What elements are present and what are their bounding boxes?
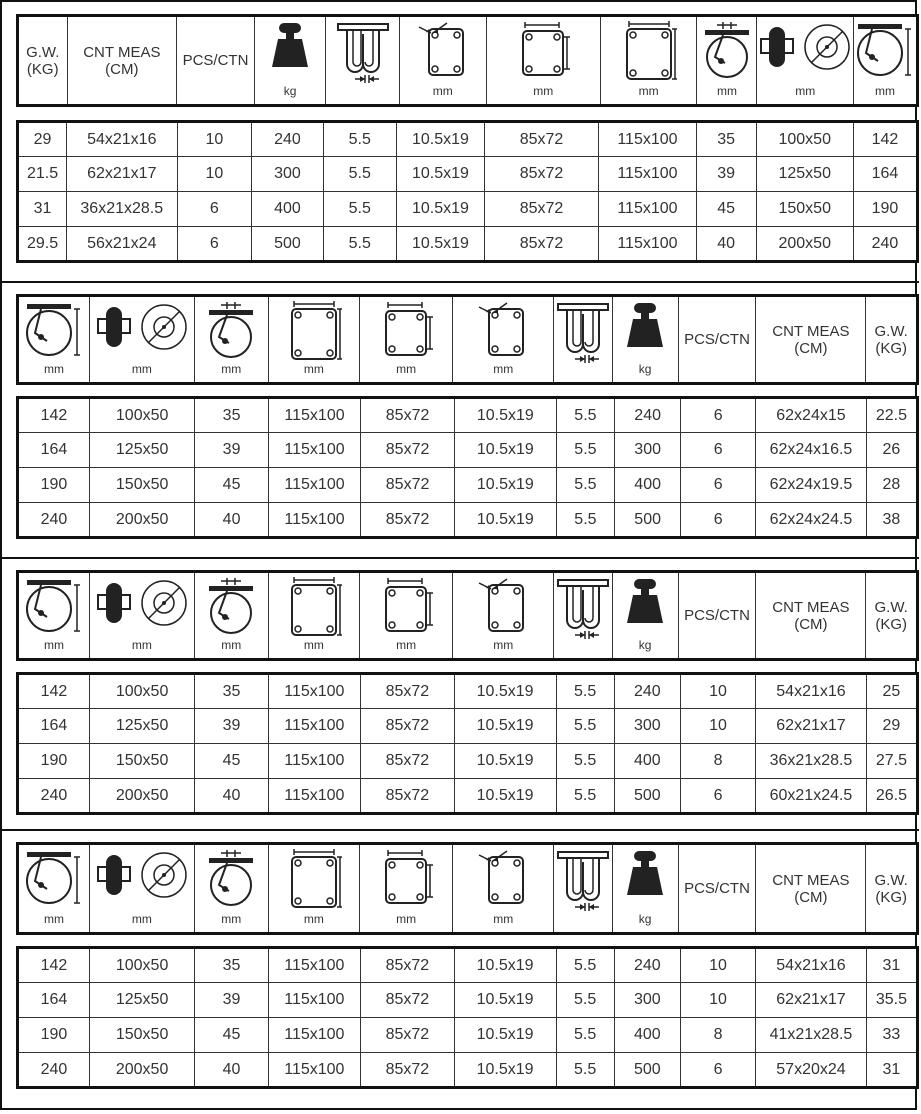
table-row — [18, 948, 918, 983]
table-cell: 5.5 — [556, 983, 614, 1018]
table-cell: 85x72 — [361, 948, 455, 983]
table-cell: 10 — [680, 983, 755, 1018]
table-cell: 56x21x24 — [67, 227, 177, 262]
table-cell: 5.5 — [556, 779, 614, 814]
table-cell: 26 — [866, 433, 917, 468]
spec-table-4 — [2, 830, 919, 1112]
table-cell: 10.5x19 — [454, 433, 556, 468]
table-cell: 85x72 — [361, 398, 455, 433]
header-plate-size — [600, 16, 697, 106]
table-cell: 85x72 — [361, 779, 455, 814]
table-row — [18, 709, 918, 744]
unit-label: kg — [638, 912, 652, 926]
table-cell: 10.5x19 — [454, 744, 556, 779]
table-cell: 190 — [18, 1018, 90, 1053]
table-cell: 200x50 — [89, 1053, 194, 1088]
table-cell: 62x24x16.5 — [756, 433, 867, 468]
header-gross-weight — [866, 572, 918, 660]
table-cell: 10.5x19 — [454, 468, 556, 503]
table-cell: 125x50 — [89, 709, 194, 744]
table-cell: 10.5x19 — [454, 674, 556, 709]
table-cell: 35 — [195, 674, 268, 709]
table-cell: 240 — [614, 674, 680, 709]
table-cell: 6 — [680, 779, 755, 814]
table-cell: 200x50 — [756, 227, 853, 262]
table-cell: 125x50 — [89, 983, 194, 1018]
unit-label: mm — [43, 362, 64, 376]
header-row — [18, 16, 918, 106]
table-cell: 45 — [195, 744, 268, 779]
table-cell: 85x72 — [361, 983, 455, 1018]
unit-label: mm — [493, 638, 514, 652]
table-cell: 29 — [18, 122, 67, 157]
spec-table-1 — [2, 2, 919, 282]
table-cell: 54x21x16 — [756, 674, 867, 709]
table-cell: 142 — [18, 674, 90, 709]
spec-body — [16, 672, 919, 815]
table-cell: 29.5 — [18, 227, 67, 262]
spec-header — [16, 570, 919, 661]
table-cell: 150x50 — [89, 468, 194, 503]
table-cell: 200x50 — [89, 503, 194, 538]
header-pieces-per-carton — [678, 296, 756, 384]
table-cell: 62x21x17 — [756, 709, 867, 744]
table-cell: 190 — [853, 192, 917, 227]
table-cell: 240 — [18, 1053, 90, 1088]
table-cell: 164 — [18, 983, 90, 1018]
table-cell: 115x100 — [268, 709, 360, 744]
table-cell: 85x72 — [361, 433, 455, 468]
table-cell: 35.5 — [866, 983, 917, 1018]
header-overall-height — [854, 16, 918, 106]
table-cell: 8 — [680, 744, 755, 779]
table-cell: 31 — [18, 192, 67, 227]
header-wheel-size — [89, 296, 194, 384]
unit-label: mm — [875, 84, 896, 98]
table-cell: 5.5 — [556, 1053, 614, 1088]
table-cell: 85x72 — [485, 227, 599, 262]
table-cell: 500 — [615, 503, 681, 538]
header-pcs-label: PCS/CTN — [684, 880, 750, 897]
header-gross-weight — [866, 296, 918, 384]
table-cell: 25 — [866, 674, 917, 709]
header-carton-measurement — [756, 844, 866, 934]
table-cell: 5.5 — [556, 674, 614, 709]
table-cell: 85x72 — [361, 1053, 455, 1088]
unit-label: kg — [283, 84, 297, 98]
table-cell: 27.5 — [866, 744, 917, 779]
header-bolt-hole-spacing — [360, 844, 453, 934]
header-gross-weight — [866, 844, 918, 934]
table-cell: 6 — [681, 433, 756, 468]
header-cnt-label: CNT MEAS (CM) — [772, 871, 850, 906]
table-cell: 10.5x19 — [396, 122, 484, 157]
header-swivel-offset — [194, 572, 268, 660]
table-cell: 115x100 — [268, 468, 360, 503]
unit-label: mm — [221, 638, 242, 652]
table-cell: 500 — [614, 1053, 680, 1088]
table-cell: 400 — [614, 1018, 680, 1053]
table-row — [18, 779, 918, 814]
unit-label: mm — [432, 84, 453, 98]
table-cell: 10.5x19 — [454, 709, 556, 744]
table-cell: 5.5 — [323, 157, 396, 192]
table-cell: 5.5 — [556, 398, 614, 433]
table-cell: 85x72 — [485, 122, 599, 157]
header-bolt-hole-spacing — [486, 16, 600, 106]
table-cell: 6 — [680, 1053, 755, 1088]
header-overall-height — [18, 572, 90, 660]
table-row — [18, 468, 918, 503]
table-cell: 115x100 — [268, 433, 360, 468]
table-cell: 142 — [18, 398, 90, 433]
table-cell: 5.5 — [556, 948, 614, 983]
table-cell: 85x72 — [485, 157, 599, 192]
unit-label: mm — [533, 84, 554, 98]
table-cell: 400 — [614, 744, 680, 779]
table-row — [18, 1053, 918, 1088]
header-bolt-hole — [453, 844, 554, 934]
unit-label: mm — [221, 912, 242, 926]
table-cell: 39 — [195, 983, 268, 1018]
spec-table-3 — [2, 558, 919, 830]
table-cell: 300 — [252, 157, 323, 192]
unit-label: mm — [493, 912, 514, 926]
unit-label: mm — [303, 912, 324, 926]
table-cell: 115x100 — [599, 122, 697, 157]
table-cell: 190 — [18, 744, 90, 779]
table-row — [18, 192, 918, 227]
header-bolt-hole-spacing — [360, 296, 453, 384]
header-pcs-label: PCS/CTN — [684, 331, 750, 348]
header-swivel-offset — [194, 844, 268, 934]
table-cell: 142 — [18, 948, 90, 983]
table-row — [18, 503, 918, 538]
table-cell: 40 — [696, 227, 756, 262]
table-cell: 500 — [614, 779, 680, 814]
table-cell: 142 — [853, 122, 917, 157]
table-cell: 200x50 — [89, 779, 194, 814]
header-overall-height — [18, 844, 90, 934]
header-pieces-per-carton — [177, 16, 255, 106]
header-load-weight — [612, 844, 678, 934]
table-cell: 6 — [681, 398, 756, 433]
table-cell: 10.5x19 — [396, 157, 484, 192]
table-cell: 85x72 — [361, 744, 455, 779]
header-wheel-size — [89, 844, 194, 934]
table-cell: 115x100 — [268, 674, 360, 709]
spec-table-2 — [2, 282, 919, 558]
table-cell: 115x100 — [268, 983, 360, 1018]
unit-label: mm — [716, 84, 737, 98]
table-cell: 5.5 — [323, 122, 396, 157]
table-cell: 500 — [252, 227, 323, 262]
table-cell: 6 — [681, 503, 756, 538]
header-plate-thickness — [326, 16, 399, 106]
table-cell: 62x24x24.5 — [756, 503, 867, 538]
header-wheel-size — [757, 16, 854, 106]
table-cell: 240 — [853, 227, 917, 262]
header-plate-size — [268, 572, 359, 660]
unit-label: mm — [43, 638, 64, 652]
header-cnt-label: CNT MEAS (CM) — [83, 43, 161, 78]
header-plate-size — [268, 844, 359, 934]
table-cell: 115x100 — [268, 1053, 360, 1088]
table-cell: 62x24x19.5 — [756, 468, 867, 503]
table-cell: 5.5 — [556, 468, 614, 503]
table-cell: 240 — [18, 779, 90, 814]
header-bolt-hole — [453, 572, 554, 660]
table-cell: 10 — [680, 674, 755, 709]
table-cell: 85x72 — [361, 503, 455, 538]
table-cell: 26.5 — [866, 779, 917, 814]
table-cell: 6 — [177, 192, 252, 227]
table-cell: 85x72 — [361, 1018, 455, 1053]
table-cell: 10 — [680, 948, 755, 983]
table-cell: 300 — [614, 709, 680, 744]
table-cell: 38 — [866, 503, 917, 538]
header-plate-thickness — [554, 296, 612, 384]
table-cell: 115x100 — [268, 503, 360, 538]
table-cell: 60x21x24.5 — [756, 779, 867, 814]
table-cell: 115x100 — [599, 157, 697, 192]
header-pieces-per-carton — [678, 844, 756, 934]
table-cell: 10.5x19 — [454, 779, 556, 814]
table-cell: 45 — [195, 1018, 268, 1053]
table-cell: 100x50 — [89, 948, 194, 983]
table-cell: 164 — [18, 433, 90, 468]
unit-label: mm — [638, 84, 659, 98]
unit-label: mm — [303, 362, 324, 376]
table-cell: 31 — [866, 1053, 917, 1088]
table-row — [18, 744, 918, 779]
header-bolt-hole-spacing — [360, 572, 453, 660]
header-load-weight — [612, 572, 678, 660]
table-cell: 164 — [18, 709, 90, 744]
table-cell: 240 — [614, 948, 680, 983]
header-load-weight — [254, 16, 326, 106]
table-row — [18, 157, 918, 192]
header-carton-measurement — [67, 16, 177, 106]
header-row — [18, 844, 918, 934]
table-cell: 5.5 — [556, 744, 614, 779]
unit-label: mm — [131, 362, 152, 376]
spec-header — [16, 294, 919, 385]
unit-label: mm — [131, 912, 152, 926]
unit-label: kg — [638, 362, 652, 376]
table-cell: 21.5 — [18, 157, 67, 192]
table-cell: 150x50 — [756, 192, 853, 227]
table-cell: 10.5x19 — [396, 227, 484, 262]
table-cell: 5.5 — [323, 192, 396, 227]
table-cell: 150x50 — [89, 1018, 194, 1053]
table-cell: 62x21x17 — [756, 983, 867, 1018]
table-cell: 85x72 — [361, 674, 455, 709]
table-cell: 400 — [615, 468, 681, 503]
header-carton-measurement — [756, 572, 866, 660]
table-cell: 54x21x16 — [67, 122, 177, 157]
table-cell: 125x50 — [89, 433, 194, 468]
table-cell: 240 — [252, 122, 323, 157]
table-cell: 10.5x19 — [454, 1053, 556, 1088]
table-row — [18, 674, 918, 709]
table-cell: 28 — [866, 468, 917, 503]
table-row — [18, 433, 918, 468]
table-cell: 5.5 — [556, 433, 614, 468]
table-cell: 40 — [195, 779, 268, 814]
table-cell: 10.5x19 — [454, 948, 556, 983]
unit-label: mm — [396, 912, 417, 926]
table-cell: 29 — [866, 709, 917, 744]
table-row — [18, 983, 918, 1018]
table-cell: 115x100 — [268, 948, 360, 983]
table-cell: 45 — [696, 192, 756, 227]
table-cell: 300 — [615, 433, 681, 468]
table-cell: 10 — [680, 709, 755, 744]
table-cell: 10 — [177, 157, 252, 192]
table-cell: 10.5x19 — [396, 192, 484, 227]
table-cell: 85x72 — [361, 709, 455, 744]
header-gw-label: G.W. (KG) — [874, 871, 908, 906]
table-cell: 35 — [195, 398, 268, 433]
table-cell: 45 — [195, 468, 268, 503]
table-cell: 115x100 — [599, 192, 697, 227]
table-cell: 85x72 — [361, 468, 455, 503]
table-row — [18, 1018, 918, 1053]
table-cell: 10.5x19 — [454, 398, 556, 433]
table-cell: 62x21x17 — [67, 157, 177, 192]
table-cell: 400 — [252, 192, 323, 227]
spec-body — [16, 946, 919, 1089]
header-pcs-label: PCS/CTN — [684, 607, 750, 624]
table-cell: 10 — [177, 122, 252, 157]
table-cell: 300 — [614, 983, 680, 1018]
unit-label: mm — [396, 362, 417, 376]
spec-body — [16, 396, 919, 539]
header-swivel-offset — [697, 16, 757, 106]
unit-label: mm — [795, 84, 816, 98]
spec-header — [16, 14, 919, 107]
header-bolt-hole — [453, 296, 554, 384]
spec-body — [16, 120, 919, 263]
table-cell: 33 — [866, 1018, 917, 1053]
table-cell: 85x72 — [485, 192, 599, 227]
table-cell: 35 — [195, 948, 268, 983]
unit-label: mm — [493, 362, 514, 376]
table-cell: 41x21x28.5 — [756, 1018, 867, 1053]
table-cell: 62x24x15 — [756, 398, 867, 433]
table-cell: 10.5x19 — [454, 1018, 556, 1053]
table-cell: 5.5 — [556, 503, 614, 538]
table-cell: 100x50 — [89, 398, 194, 433]
table-cell: 40 — [195, 1053, 268, 1088]
table-cell: 5.5 — [556, 1018, 614, 1053]
header-pcs-label: PCS/CTN — [182, 52, 249, 69]
header-overall-height — [18, 296, 90, 384]
table-cell: 115x100 — [599, 227, 697, 262]
table-cell: 164 — [853, 157, 917, 192]
header-plate-size — [268, 296, 359, 384]
table-cell: 115x100 — [268, 1018, 360, 1053]
table-cell: 5.5 — [556, 709, 614, 744]
unit-label: mm — [131, 638, 152, 652]
table-cell: 22.5 — [866, 398, 917, 433]
table-cell: 40 — [195, 503, 268, 538]
table-cell: 100x50 — [89, 674, 194, 709]
header-gw-label: G.W. (KG) — [26, 43, 60, 78]
header-cnt-label: CNT MEAS (CM) — [772, 322, 850, 357]
header-bolt-hole — [399, 16, 486, 106]
table-cell: 190 — [18, 468, 90, 503]
table-cell: 39 — [195, 433, 268, 468]
table-cell: 36x21x28.5 — [67, 192, 177, 227]
table-cell: 240 — [18, 503, 90, 538]
table-cell: 31 — [866, 948, 917, 983]
header-gross-weight — [18, 16, 68, 106]
header-pieces-per-carton — [678, 572, 756, 660]
header-load-weight — [612, 296, 678, 384]
table-row — [18, 227, 918, 262]
unit-label: mm — [43, 912, 64, 926]
table-cell: 10.5x19 — [454, 503, 556, 538]
unit-label: mm — [396, 638, 417, 652]
header-carton-measurement — [756, 296, 866, 384]
table-cell: 39 — [696, 157, 756, 192]
table-cell: 10.5x19 — [454, 983, 556, 1018]
table-cell: 115x100 — [268, 398, 360, 433]
table-row — [18, 122, 918, 157]
table-row — [18, 398, 918, 433]
header-swivel-offset — [194, 296, 268, 384]
unit-label: mm — [303, 638, 324, 652]
header-plate-thickness — [554, 844, 612, 934]
table-cell: 39 — [195, 709, 268, 744]
table-cell: 35 — [696, 122, 756, 157]
table-cell: 100x50 — [756, 122, 853, 157]
table-cell: 36x21x28.5 — [756, 744, 867, 779]
header-row — [18, 296, 918, 384]
header-plate-thickness — [554, 572, 612, 660]
header-row — [18, 572, 918, 660]
table-cell: 8 — [680, 1018, 755, 1053]
unit-label: kg — [638, 638, 652, 652]
table-cell: 57x20x24 — [756, 1053, 867, 1088]
table-cell: 125x50 — [756, 157, 853, 192]
table-cell: 150x50 — [89, 744, 194, 779]
table-cell: 54x21x16 — [756, 948, 867, 983]
table-cell: 6 — [681, 468, 756, 503]
table-cell: 115x100 — [268, 779, 360, 814]
spec-header — [16, 842, 919, 935]
header-gw-label: G.W. (KG) — [874, 322, 908, 357]
header-cnt-label: CNT MEAS (CM) — [772, 598, 850, 633]
header-wheel-size — [89, 572, 194, 660]
header-gw-label: G.W. (KG) — [874, 598, 908, 633]
unit-label: mm — [221, 362, 242, 376]
table-cell: 5.5 — [323, 227, 396, 262]
table-cell: 6 — [177, 227, 252, 262]
table-cell: 240 — [615, 398, 681, 433]
table-cell: 115x100 — [268, 744, 360, 779]
